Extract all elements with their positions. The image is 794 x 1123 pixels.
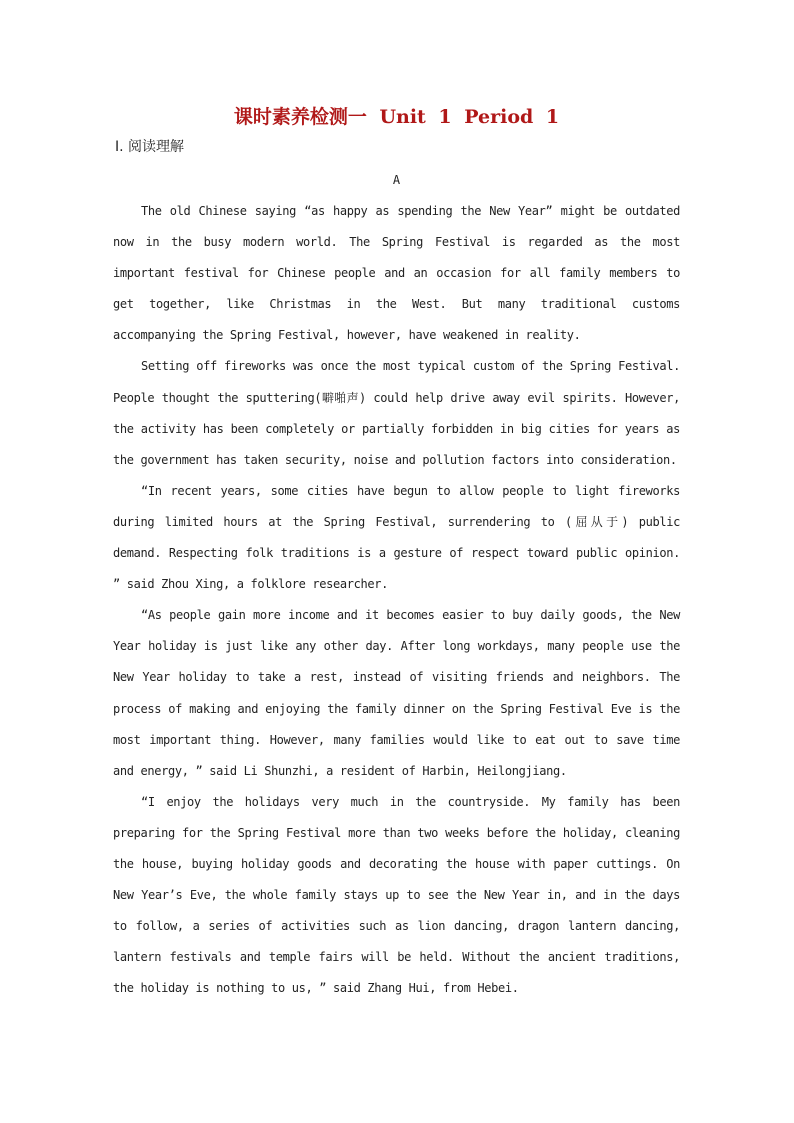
document-title: 课时素养检测一 Unit 1 Period 1 xyxy=(233,106,560,128)
document-page xyxy=(113,100,680,1004)
paragraph-4: “As people gain more income and it becomes easier to buy daily goods, the New Year holiday is just like any other day. After long workdays, many people use the New Year holiday to take a rest, instead of visiting friends and neighbors. The process of making and enjoying the family dinner on the Spring Festival Eve is the most important thing. However, many families would like to eat out to save time and energy, ” said Li Shunzhi, a resident of Harbin, Heilongjiang. xyxy=(113,608,680,778)
paragraph-3: “In recent years, some cities have begun to allow people to light fireworks during limited hours at the Spring Festival, surrendering to (屈从于) public demand. Respecting folk traditions is a gesture of respect toward public opinion. ” said Zhou Xing, a folklore researcher. xyxy=(113,483,680,592)
passage-body xyxy=(113,196,680,1004)
paragraph-2: Setting off fireworks was once the most typical custom of the Spring Festival. People thought the sputtering(噼啪声) could help drive away evil spirits. However, the activity has been completely or partially forbidden in big cities for years as the government has taken security, noise and pollution factors into consideration. xyxy=(113,359,680,467)
passage-label: A xyxy=(392,173,401,187)
paragraph-5: “I enjoy the holidays very much in the countryside. My family has been preparing for the Spring Festival more than two weeks before the holiday, cleaning the house, buying holiday goods and decorating the house with paper cuttings. On New Year’s Eve, the whole family stays up to see the New Year in, and in the days to follow, a series of activities such as lion dancing, dragon lantern dancing, lantern festivals and temple fairs will be held. Without the ancient traditions, the holiday is nothing to us, ” said Zhang Hui, from Hebei. xyxy=(113,794,680,996)
paragraph-1: The old Chinese saying “as happy as spending the New Year” might be outdated now in the busy modern world. The Spring Festival is regarded as the most important festival for Chinese people and an occasion for all family members to get together, like Christmas in the West. But many traditional customs accompanying the Spring Festival, however, have weakened in reality. xyxy=(113,204,680,343)
section-heading-reading: Ⅰ. 阅读理解 xyxy=(115,139,185,155)
